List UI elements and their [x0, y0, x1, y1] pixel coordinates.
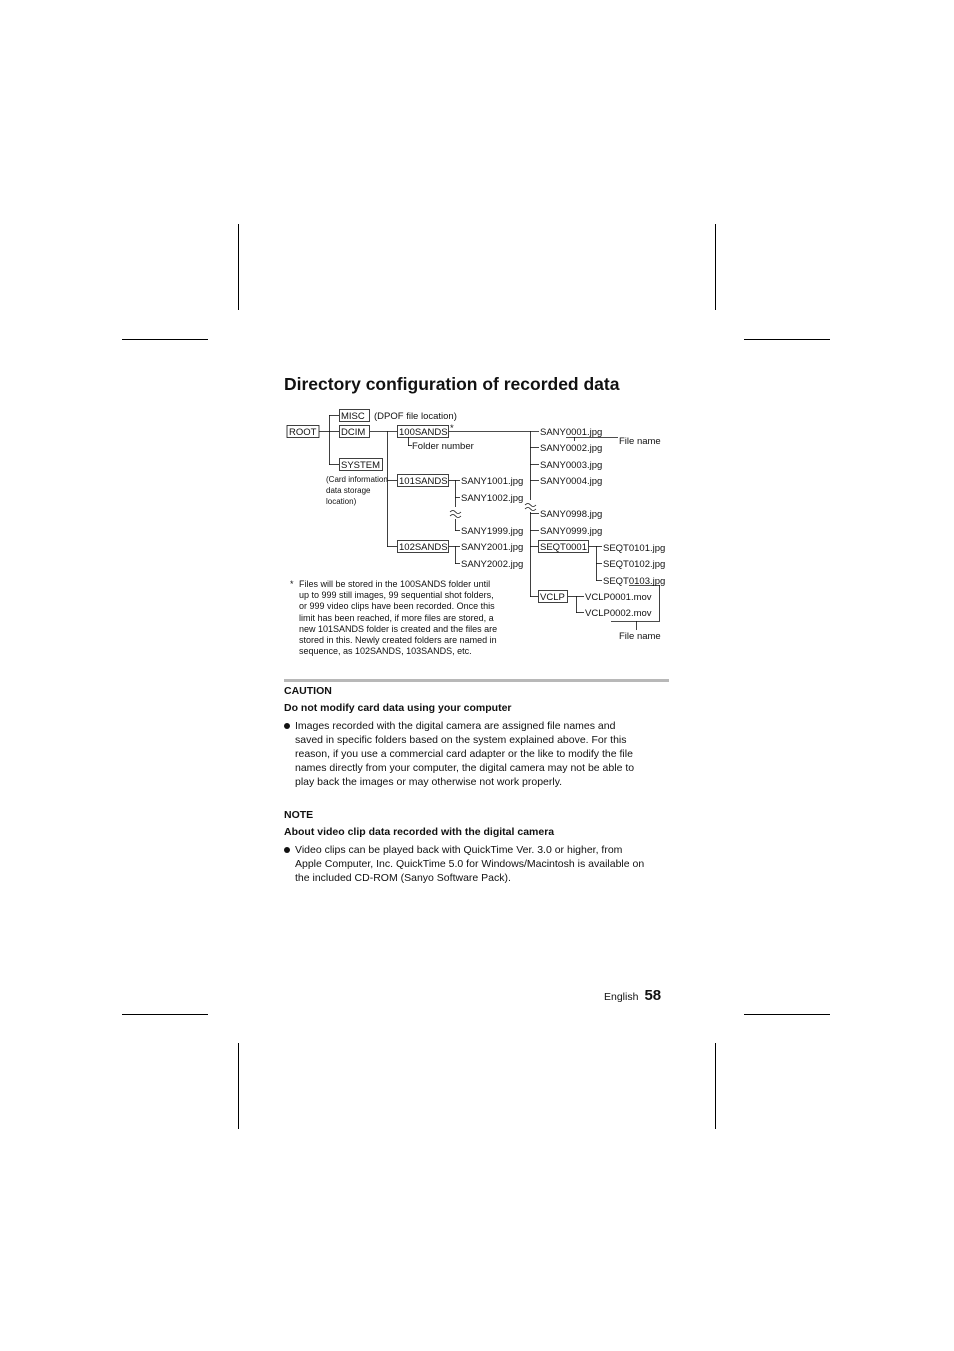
section-divider: [284, 679, 669, 682]
page-footer: [604, 987, 661, 1005]
seqt-file: SEQT0103.jpg: [603, 576, 666, 587]
caution-text-line: play back the images or may otherwise not work properly.: [295, 776, 563, 788]
system-note-line: location): [326, 497, 357, 506]
footnote-line: or 999 video clips have been recorded. Once this: [299, 601, 495, 612]
file-100: SANY0002.jpg: [540, 443, 603, 454]
folder-102sands-label: 102SANDS: [399, 542, 448, 553]
file-100: SANY0999.jpg: [540, 526, 603, 537]
caution-text-line: reason, if you use a commercial card adapter or the like to modify the file: [295, 748, 633, 760]
note-section: [284, 808, 674, 885]
note-text-line: the included CD-ROM (Sanyo Software Pack).: [295, 872, 511, 884]
misc-note: (DPOF file location): [374, 411, 457, 422]
dcim-label: DCIM: [341, 427, 366, 438]
system-note-line: (Card information: [326, 475, 388, 484]
caution-subheading: Do not modify card data using your computer: [284, 702, 512, 714]
note-text-line: Apple Computer, Inc. QuickTime 5.0 for Windows/Macintosh is available on: [295, 858, 645, 870]
file-101: SANY1999.jpg: [461, 526, 524, 537]
crop-mark: [122, 1014, 208, 1015]
file-name-label: File name: [619, 631, 661, 642]
note-text-line: Video clips can be played back with QuickTime Ver. 3.0 or higher, from: [295, 844, 623, 856]
misc-label: MISC: [341, 411, 365, 422]
footnote-line: up to 999 still images, 99 sequential shot folders,: [299, 590, 494, 601]
footnote-line: sequence, as 102SANDS, 103SANDS, etc.: [299, 646, 472, 657]
footnote-text: [299, 579, 520, 657]
vclp-folder-label: VCLP: [540, 592, 565, 603]
vclp-file: VCLP0002.mov: [585, 608, 652, 619]
file-102: SANY2001.jpg: [461, 542, 524, 553]
crop-mark: [744, 1014, 830, 1015]
root-label: ROOT: [289, 427, 317, 438]
seqt-file: SEQT0101.jpg: [603, 543, 666, 554]
bullet-icon: [284, 723, 290, 729]
footnote-marker: *: [290, 579, 294, 589]
note-heading: NOTE: [284, 809, 314, 821]
file-100: SANY0001.jpg: [540, 427, 603, 438]
file-100: SANY0004.jpg: [540, 476, 603, 487]
page-number: 58: [644, 987, 662, 1004]
footnote-line: limit has been reached, if more files are stored, a: [299, 612, 494, 623]
note-bullet: [284, 843, 674, 885]
vclp-file: VCLP0001.mov: [585, 592, 652, 603]
footnote-line: Files will be stored in the 100SANDS folder until: [299, 579, 491, 589]
system-note-line: data storage: [326, 486, 371, 495]
asterisk-mark: *: [450, 423, 454, 434]
system-label: SYSTEM: [341, 460, 381, 471]
file-101: SANY1002.jpg: [461, 493, 524, 504]
caution-text-line: saved in specific folders based on the system explained above. For this: [295, 734, 627, 746]
file-100: SANY0003.jpg: [540, 460, 603, 471]
folder-101sands-label: 101SANDS: [399, 476, 448, 487]
footnote-line: new 101SANDS folder is created and the files are: [299, 623, 498, 634]
caution-bullet: [284, 719, 674, 789]
note-subheading: About video clip data recorded with the digital camera: [284, 826, 555, 838]
page-title: Directory configuration of recorded data: [284, 374, 620, 394]
seqt-file: SEQT0102.jpg: [603, 559, 666, 570]
caution-text-line: Images recorded with the digital camera are assigned file names and: [295, 720, 616, 732]
folder-number-label: Folder number: [412, 441, 474, 452]
crop-mark: [238, 1043, 239, 1129]
file-102: SANY2002.jpg: [461, 559, 524, 570]
caution-text-line: names directly from your computer, the digital camera may not be able to: [295, 762, 635, 774]
footnote: [290, 579, 520, 657]
file-100: SANY0998.jpg: [540, 509, 603, 520]
footer-language: English: [604, 991, 639, 1003]
file-101: SANY1001.jpg: [461, 476, 524, 487]
footnote-line: stored in this. Newly created folders are named in: [299, 635, 497, 646]
bullet-icon: [284, 847, 290, 853]
crop-mark: [715, 1043, 716, 1129]
folder-100sands-label: 100SANDS: [399, 427, 448, 438]
file-name-label: File name: [619, 436, 661, 447]
caution-heading: CAUTION: [284, 685, 332, 697]
caution-section: [284, 684, 674, 789]
seqt-folder-label: SEQT0001: [540, 542, 587, 553]
